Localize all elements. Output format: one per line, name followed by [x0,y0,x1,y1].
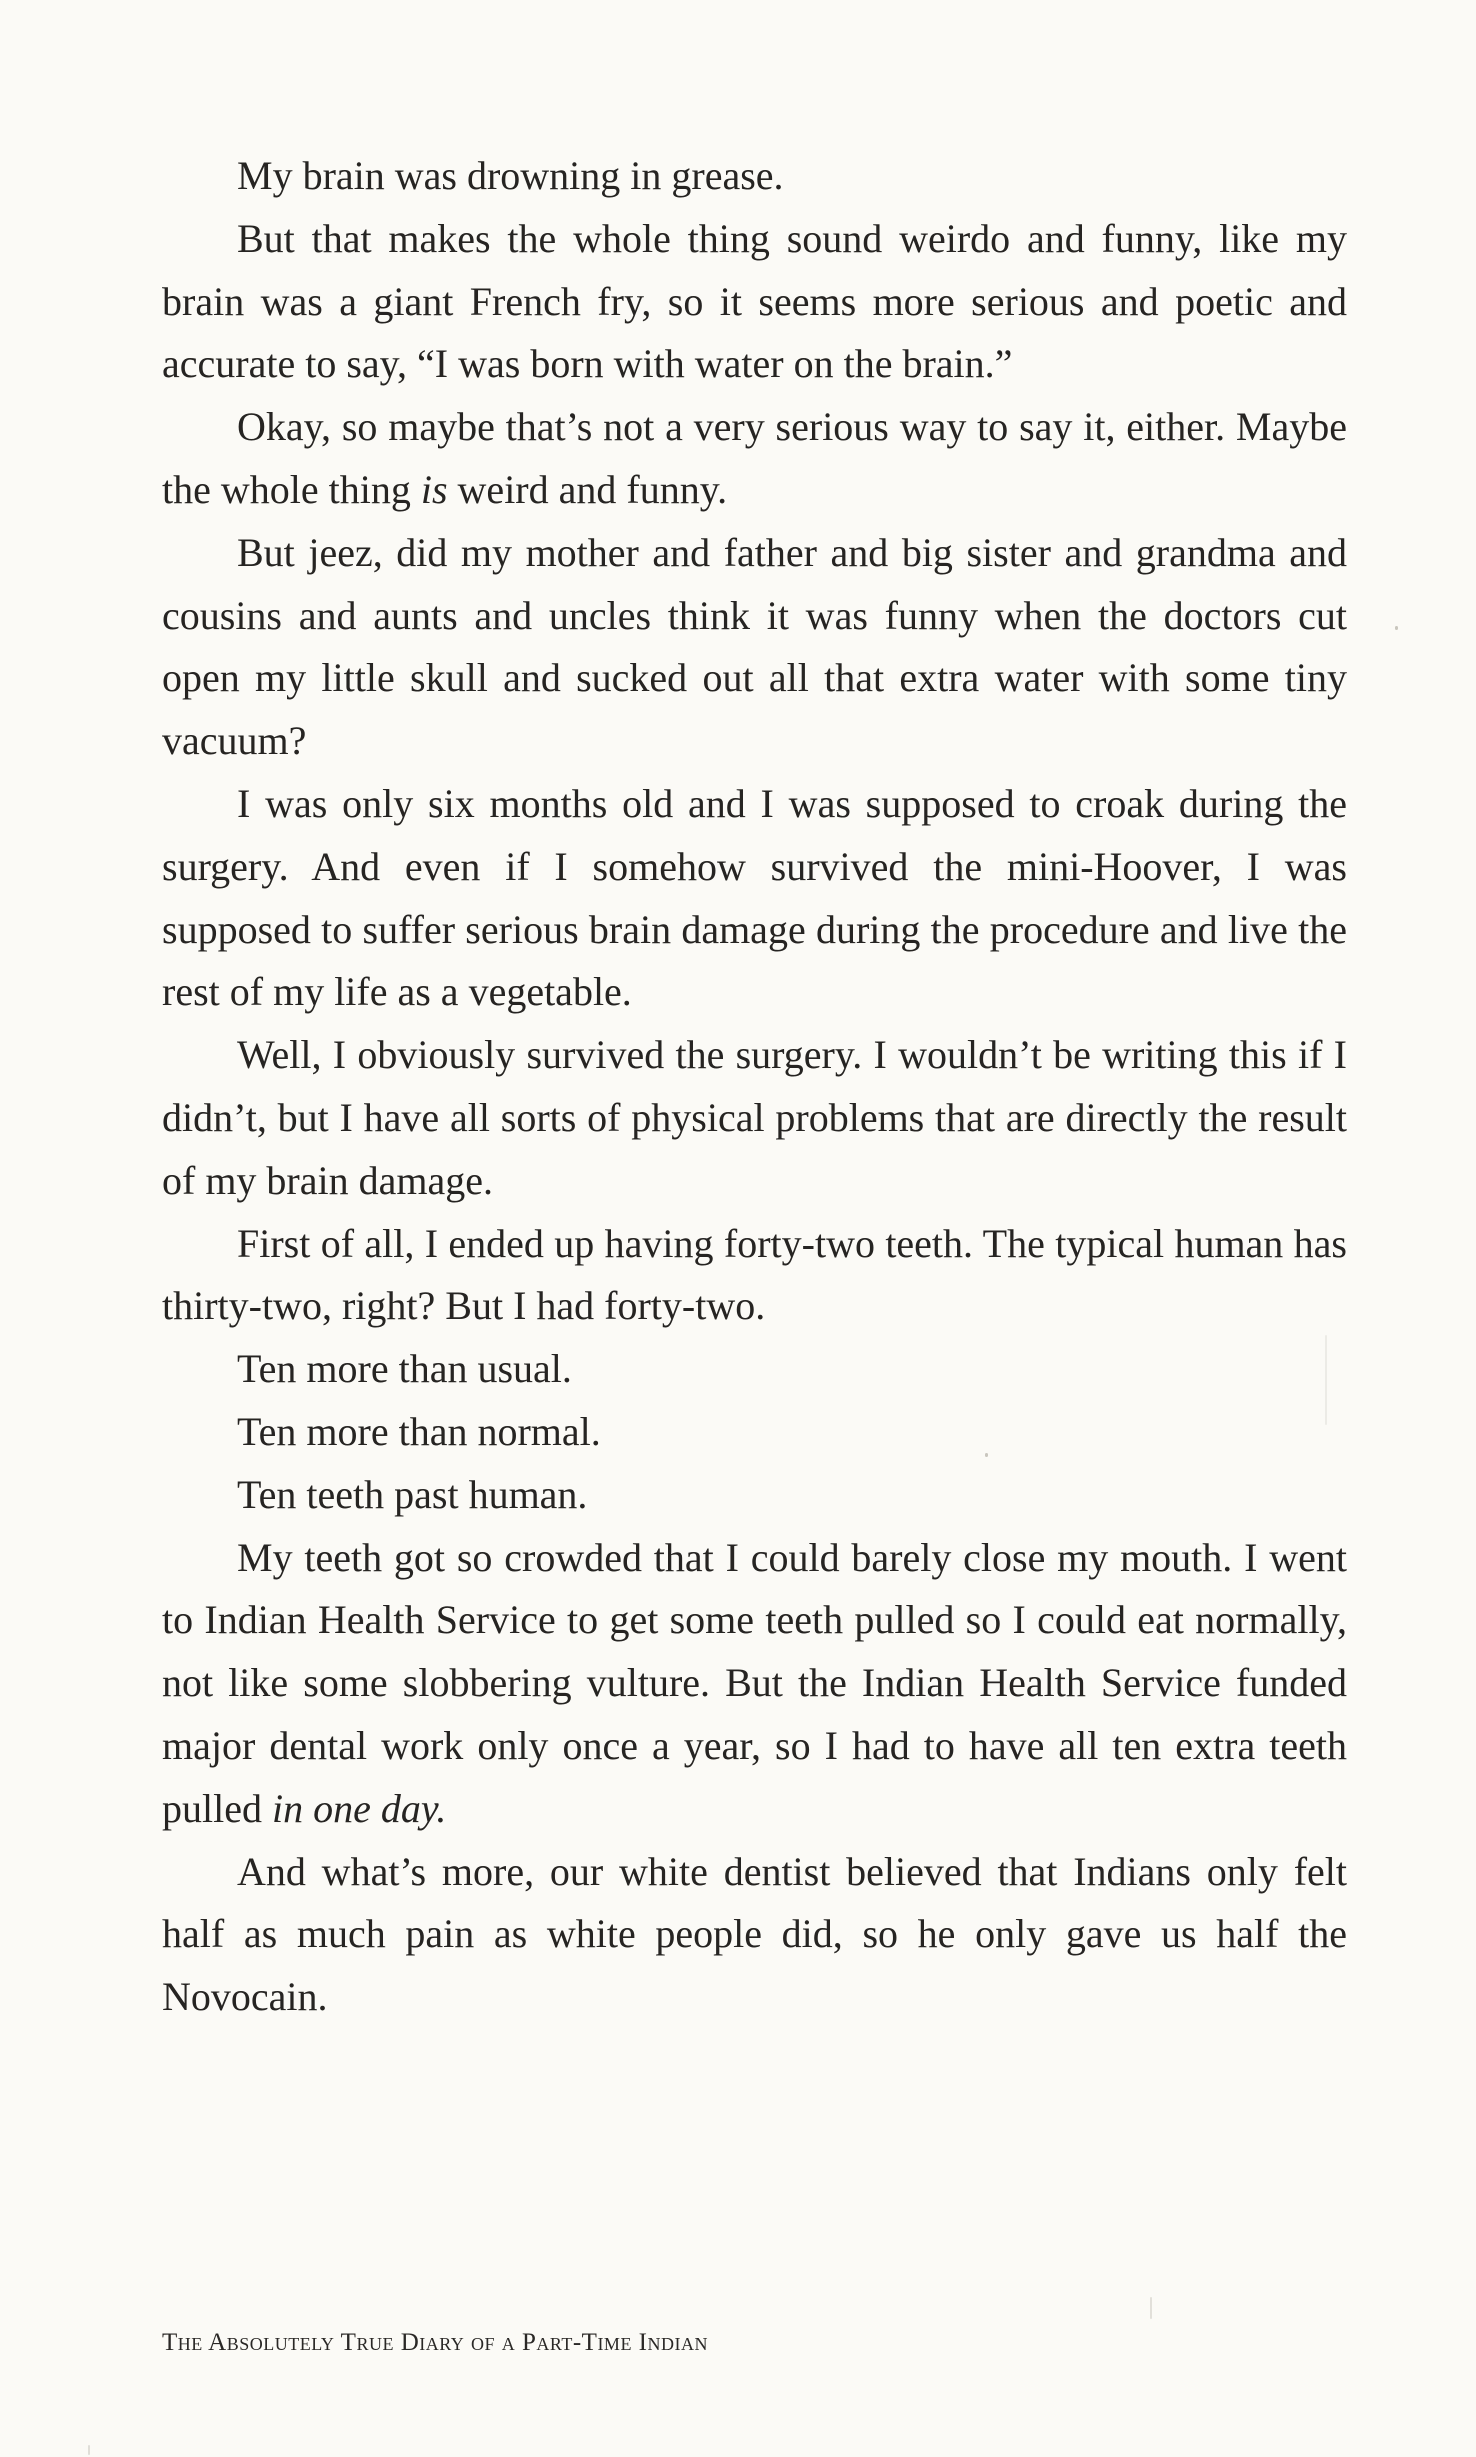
paragraph-text: Okay, so maybe that’s not a very serious way to say it, either. Maybe the whole thing [162,404,1347,512]
paragraph [162,1527,1347,1841]
paragraph [162,1464,1347,1527]
paragraph [162,208,1347,396]
paragraph [162,145,1347,208]
paragraph-text: And what’s more, our white dentist believed that Indians only felt half as much pain as white people did, so he only gave us half the Novocain. [162,1848,1347,2020]
paragraph [162,1401,1347,1464]
paragraph [162,522,1347,773]
running-footer-title: The Absolutely True Diary of a Part-Time Indian [162,2329,708,2356]
paper-speck [1325,1335,1327,1425]
paper-speck [985,1453,988,1457]
italic-text: in one day. [271,1785,447,1831]
paragraph-text: weird and funny. [447,466,728,512]
paragraph [162,773,1347,1024]
paper-speck [1395,626,1398,630]
paragraph [162,396,1347,522]
paragraph-text: Ten teeth past human. [237,1471,588,1517]
paragraph [162,1338,1347,1401]
paragraph [162,1024,1347,1212]
paragraph-text: My brain was drowning in grease. [237,153,784,198]
paragraph-text: First of all, I ended up having forty-two teeth. The typical human has thirty-two, right? But I had forty-two. [162,1220,1347,1329]
paragraph-text: I was only six months old and I was supposed to croak during the surgery. And even if I somehow survived the mini-Hoover, I was supposed to suffer serious brain damage during the procedure and live the rest of my life as a vegetable. [162,780,1347,1015]
paragraph-text: My teeth got so crowded that I could barely close my mouth. I went to Indian Health Service to get some teeth pulled so I could eat normally, not like some slobbering vulture. But the Indian Health Service funded major dental work only once a year, so I had to have all ten extra teeth pulled [162,1534,1347,1831]
paragraph-text: Well, I obviously survived the surgery. I wouldn’t be writing this if I didn’t, but I have all sorts of physical problems that are directly the result of my brain damage. [162,1032,1347,1203]
paragraph [162,1841,1347,2029]
paragraph-text: But that makes the whole thing sound weirdo and funny, like my brain was a giant French fry, so it seems more serious and poetic and accurate to say, “I was born with water on the brain.” [162,215,1347,387]
paragraph [162,1213,1347,1339]
paragraph-text: Ten more than usual. [237,1346,572,1392]
paragraph-text: But jeez, did my mother and father and big sister and grandma and cousins and aunts and uncles think it was funny when the doctors cut open my little skull and sucked out all that extra water with some tiny vacuum? [162,529,1347,764]
italic-text: is [420,466,448,512]
paper-speck [1150,2297,1152,2319]
body-text [162,145,1347,2029]
paragraph-text: Ten more than normal. [237,1408,601,1454]
paper-speck [88,2445,90,2455]
